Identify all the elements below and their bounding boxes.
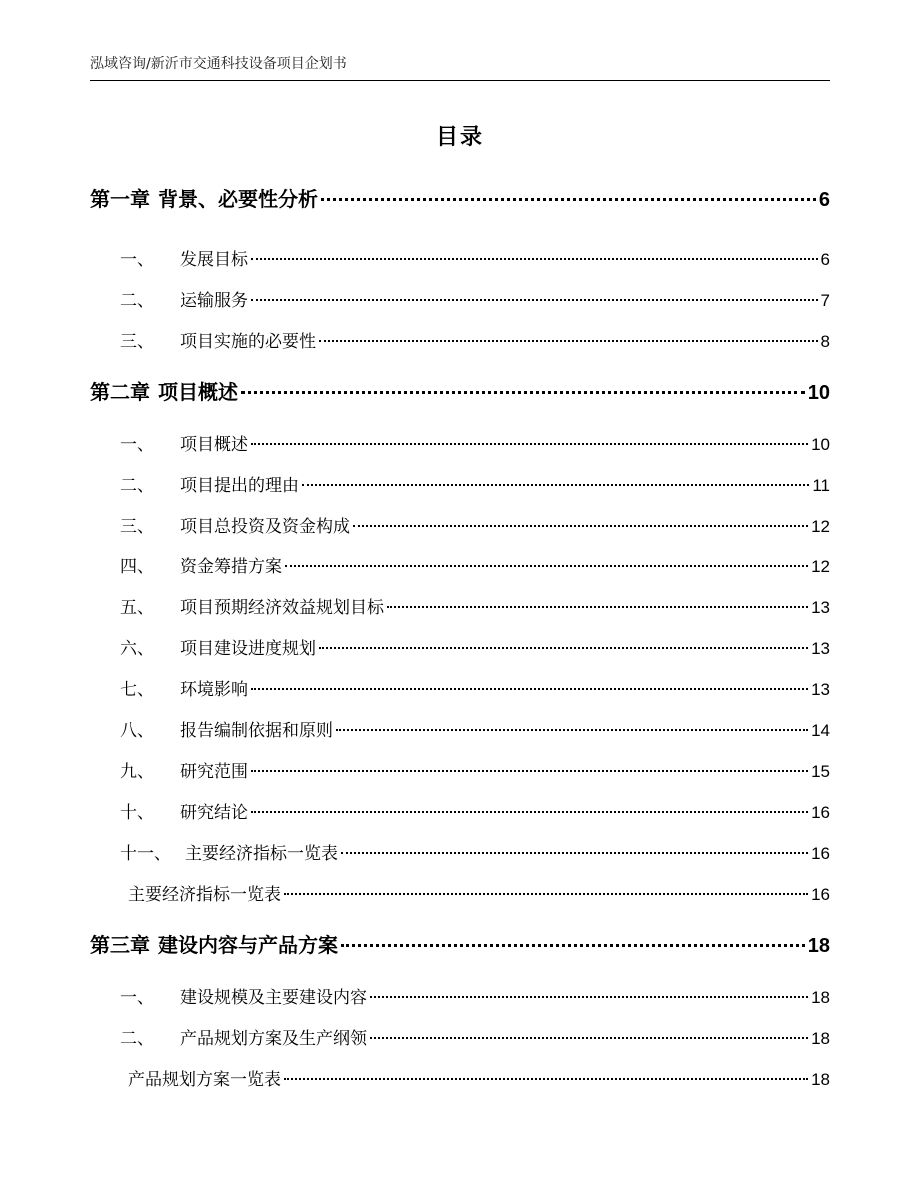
toc-entry-label: 主要经济指标一览表 (128, 885, 281, 905)
dot-leader (302, 484, 809, 486)
dot-leader (251, 770, 808, 772)
toc-section-1-1[interactable] (90, 245, 830, 270)
toc-entry-label: 第一章 背景、必要性分析 (90, 187, 318, 211)
toc-entry-label: 产品规划方案一览表 (128, 1070, 281, 1090)
toc-section-2-7[interactable] (90, 675, 830, 700)
toc-entry-label: 二、 运输服务 (120, 291, 248, 311)
toc-page-number: 18 (811, 1070, 830, 1089)
toc-page-number: 16 (811, 803, 830, 822)
toc-page-number: 18 (811, 1029, 830, 1048)
dot-leader (251, 443, 808, 445)
toc-section-2-10[interactable] (90, 798, 830, 823)
dot-leader (387, 606, 808, 608)
toc-entry-label: 一、 项目概述 (120, 435, 248, 455)
toc-entry-label: 十一、 主要经济指标一览表 (120, 844, 338, 864)
toc-section-3-1[interactable] (90, 983, 830, 1008)
toc-page-number: 11 (812, 476, 830, 495)
toc-page-number: 10 (807, 382, 830, 404)
toc-chapter-3[interactable] (90, 929, 830, 958)
dot-leader (251, 299, 818, 301)
header-divider (90, 80, 830, 81)
toc-section-1-3[interactable] (90, 327, 830, 352)
dot-leader (285, 565, 808, 567)
toc-section-2-8[interactable] (90, 716, 830, 741)
toc-page-number: 13 (811, 680, 830, 699)
toc-section-2-1[interactable] (90, 430, 830, 455)
toc-chapter-1[interactable] (90, 183, 830, 212)
dot-leader (251, 811, 808, 813)
toc-page-number: 8 (820, 332, 830, 351)
toc-section-2-11[interactable] (90, 839, 830, 864)
dot-leader (370, 1037, 808, 1039)
toc-entry-label: 三、 项目总投资及资金构成 (120, 517, 350, 537)
toc-table-3-1[interactable] (90, 1065, 830, 1090)
toc-title: 目录 (435, 125, 484, 150)
toc-page-number: 18 (807, 935, 830, 957)
toc-page-number: 6 (820, 250, 830, 269)
toc-section-2-2[interactable] (90, 471, 830, 496)
toc-page-number: 12 (811, 557, 830, 576)
toc-entry-label: 第三章 建设内容与产品方案 (90, 933, 338, 957)
toc-table-2-1[interactable] (90, 880, 830, 905)
toc-entry-label: 第二章 项目概述 (90, 380, 238, 404)
toc-section-1-2[interactable] (90, 286, 830, 311)
toc-chapter-2[interactable] (90, 376, 830, 405)
toc-entry-label: 三、 项目实施的必要性 (120, 332, 316, 352)
toc-page-number: 10 (811, 435, 830, 454)
toc-entry-label: 一、 发展目标 (120, 250, 248, 270)
dot-leader (370, 996, 808, 998)
toc-entry-label: 六、 项目建设进度规划 (120, 639, 316, 659)
dot-leader (284, 893, 808, 895)
dot-leader (353, 525, 808, 527)
toc-page-number: 15 (811, 762, 830, 781)
dot-leader (284, 1078, 808, 1080)
toc-entry-label: 一、 建设规模及主要建设内容 (120, 988, 367, 1008)
toc-page-number: 6 (818, 189, 830, 211)
dot-leader (319, 340, 818, 342)
toc-page-number: 18 (811, 988, 830, 1007)
dot-leader (319, 647, 808, 649)
toc-entry-label: 五、 项目预期经济效益规划目标 (120, 598, 384, 618)
toc-entry-label: 四、 资金筹措方案 (120, 557, 282, 577)
page-header: 泓域咨询/新沂市交通科技设备项目企划书 (90, 56, 347, 72)
toc-page-number: 14 (811, 721, 830, 740)
toc-section-2-3[interactable] (90, 512, 830, 537)
toc-entry-label: 九、 研究范围 (120, 762, 248, 782)
dot-leader (341, 852, 808, 854)
toc-page-number: 13 (811, 598, 830, 617)
toc-page-number: 13 (811, 639, 830, 658)
toc-page-number: 12 (811, 517, 830, 536)
dot-leader (241, 391, 805, 394)
toc-section-2-4[interactable] (90, 552, 830, 577)
dot-leader (251, 258, 818, 260)
toc-page-number: 16 (811, 844, 830, 863)
toc-section-2-5[interactable] (90, 593, 830, 618)
toc-page-number: 7 (820, 291, 830, 310)
toc-page-number: 16 (811, 885, 830, 904)
toc-section-3-2[interactable] (90, 1024, 830, 1049)
dot-leader (341, 944, 805, 947)
toc-entry-label: 十、 研究结论 (120, 803, 248, 823)
toc-entry-label: 八、 报告编制依据和原则 (120, 721, 333, 741)
dot-leader (251, 688, 808, 690)
toc-entry-label: 七、 环境影响 (120, 680, 248, 700)
dot-leader (336, 729, 808, 731)
dot-leader (321, 198, 816, 201)
toc-section-2-6[interactable] (90, 634, 830, 659)
toc-entry-label: 二、 项目提出的理由 (120, 476, 299, 496)
toc-entry-label: 二、 产品规划方案及生产纲领 (120, 1029, 367, 1049)
toc-section-2-9[interactable] (90, 757, 830, 782)
